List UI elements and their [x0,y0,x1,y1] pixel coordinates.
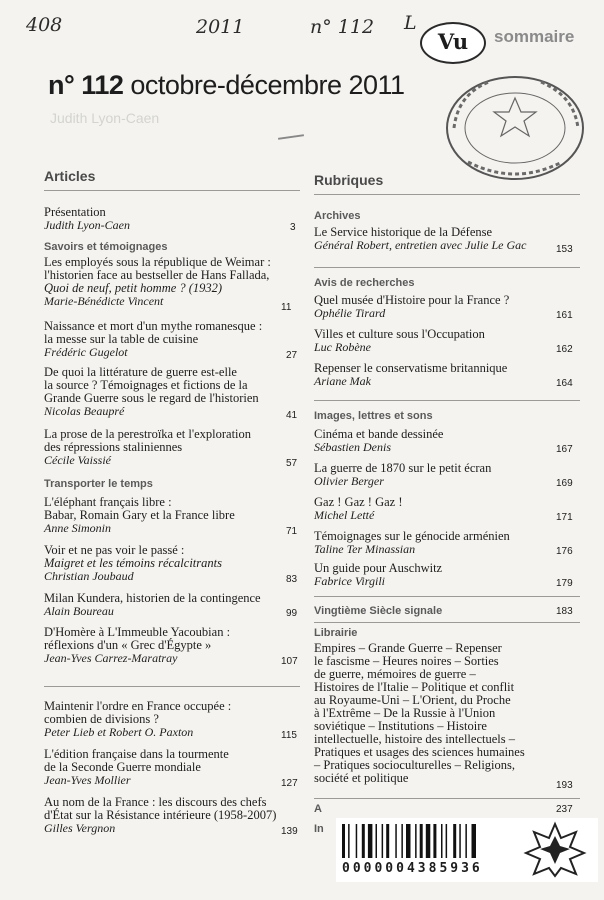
page-number: 171 [556,512,573,523]
barcode-bar [368,824,373,858]
divider [44,190,300,191]
barcode-number: 0000004385936 [342,861,483,876]
entry-title: Grande Guerre sous le regard de l'historien [44,391,259,405]
barcode-bar [362,824,365,858]
page-number: 162 [556,344,573,355]
librairie-line: intellectuelle, histoire des intellectuels – [314,732,515,746]
entry-title: De quoi la littérature de guerre est-elle [44,365,237,379]
handwritten-note-year: 2011 [196,16,245,38]
page-number: 176 [556,546,573,557]
divider [314,798,580,799]
toc-entry [44,366,292,418]
entry-author: Frédéric Gugelot [44,345,128,359]
entry-title: Voir et ne pas voir le passé : [44,543,185,557]
barcode-bar [420,824,423,858]
section-heading: Transporter le temps [44,478,153,490]
toc-entry [44,544,292,583]
entry-author: Jean-Yves Mollier [44,773,131,787]
section-heading: In [314,823,324,835]
librairie-line: Pratiques et usages des sciences humaines [314,745,525,759]
divider [314,267,580,268]
toc-entry [314,462,550,488]
toc-entry [44,700,292,739]
pencil-mark [278,134,304,140]
entry-title: Babar, Romain Gary et la France libre [44,508,235,522]
entry-author: Taline Ter Minassian [314,542,416,556]
divider [314,596,580,597]
entry-author: Christian Joubaud [44,569,134,583]
barcode-bar [465,824,467,858]
entry-author: Nicolas Beaupré [44,404,125,418]
page-number: 3 [290,222,296,233]
barcode-bar [441,824,443,858]
divider [314,194,580,195]
entry-title: Cinéma et bande dessinée [314,427,444,441]
articles-heading: Articles [44,168,96,184]
page-number: 237 [556,804,573,815]
toc-entry [314,496,550,522]
entry-title: Villes et culture sous l'Occupation [314,327,485,341]
entry-author: Michel Letté [314,508,375,522]
entry-author: Peter Lieb et Robert O. Paxton [44,725,194,739]
barcode-bar [376,824,378,858]
barcode-bar [426,824,431,858]
barcode-bar [433,824,436,858]
entry-title: Naissance et mort d'un mythe romanesque : [44,319,263,333]
page-number: 127 [281,778,298,789]
entry-author: Alain Boureau [44,604,114,618]
section-heading: Savoirs et témoignages [44,241,168,253]
entry-author: Gilles Vergnon [44,821,116,835]
entry-title: L'éléphant français libre : [44,495,172,509]
page-number: 11 [281,302,292,313]
page-number: 153 [556,244,573,255]
barcode-bar [446,824,448,858]
section-heading: Librairie [314,627,358,639]
library-stamp-icon [444,74,586,182]
entry-title: L'édition française dans la tourmente [44,747,229,761]
entry-author: Jean-Yves Carrez-Maratray [44,651,178,665]
toc-entry [44,320,292,359]
page-number: 179 [556,578,573,589]
entry-title: Un guide pour Auschwitz [314,561,443,575]
handwritten-note-number: 408 [26,14,63,36]
entry-title: réflexions d'un « Grec d'Égypte » [44,638,212,652]
entry-author: Marie-Bénédicte Vincent [44,294,164,308]
entry-author: Sébastien Denis [314,440,391,454]
entry-author: Anne Simonin [44,521,111,535]
entry-title: Maigret et les témoins récalcitrants [44,556,222,570]
toc-entry [314,226,550,252]
toc-entry [44,496,292,535]
toc-entry [44,206,292,232]
entry-title: La prose de la perestroïka et l'exploration [44,427,252,441]
librairie-line: soviétique – Institutions – Histoire [314,719,487,733]
barcode-bar [415,824,417,858]
section-heading: Images, lettres et sons [314,410,433,422]
entry-title: Milan Kundera, historien de la contingence [44,591,261,605]
entry-title: Quoi de neuf, petit homme ? (1932) [44,281,223,295]
entry-title: des répressions staliniennes [44,440,183,454]
entry-author: Ariane Mak [314,374,371,388]
emblem-icon [520,820,590,878]
librairie-line: Empires – Grande Guerre – Repenser [314,641,502,655]
barcode-bar [472,824,477,858]
section-heading: A [314,803,322,815]
page-number: 167 [556,444,573,455]
page-number: 161 [556,310,573,321]
librairie-line: au Royaume-Uni – L'Orient, du Proche [314,693,511,707]
librairie-line: à l'Extrême – De la Russie à l'Union [314,706,496,720]
sommaire-label: sommaire [494,27,575,46]
page-number: 193 [556,780,573,791]
entry-title: combien de divisions ? [44,712,159,726]
section-heading: Avis de recherches [314,277,415,289]
entry-author: Cécile Vaissié [44,453,111,467]
issue-title [48,70,405,101]
barcode-bar [382,824,384,858]
handwritten-note-issue: n° 112 [310,16,375,38]
page-number: 107 [281,656,298,667]
entry-title: Au nom de la France : les discours des chefs [44,795,267,809]
barcode-bar [356,824,358,858]
bleed-through-text: Judith Lyon-Caen [50,110,160,126]
toc-entry [314,530,550,556]
entry-title: La guerre de 1870 sur le petit écran [314,461,492,475]
entry-author: Général Robert, entretien avec Julie Le Gac [314,238,527,252]
entry-title: l'historien face au bestseller de Hans Fallada, [44,268,270,282]
entry-title: D'Homère à L'Immeuble Yacoubian : [44,625,231,639]
page-number: 41 [286,410,298,421]
page-number: 71 [286,526,298,537]
barcode-bar [453,824,456,858]
handwritten-note-letter: L [404,12,417,34]
page-number: 169 [556,478,573,489]
entry-title: Présentation [44,205,106,219]
toc-entry [44,796,292,835]
barcode-bar [459,824,461,858]
entry-author: Judith Lyon-Caen [44,218,130,232]
entry-title: la source ? Témoignages et fictions de la [44,378,248,392]
toc-entry [314,362,550,388]
entry-author: Luc Robène [314,340,371,354]
vu-logo: Vu [420,22,486,64]
entry-author: Olivier Berger [314,474,384,488]
page-number: 164 [556,378,573,389]
librairie-line: société et politique [314,771,409,785]
page-number: 115 [281,730,297,741]
toc-entry [314,294,550,320]
barcode-bar [395,824,397,858]
divider [314,400,580,401]
toc-entry [44,428,292,467]
page-number: 57 [286,458,298,469]
barcode-bars-icon [342,824,512,858]
issue-number: n° 112 [48,70,124,100]
entry-title: Le Service historique de la Défense [314,225,493,239]
toc-entry [314,428,550,454]
barcode-bar [401,824,403,858]
librairie-line: le fascisme – Heures noires – Sorties [314,654,499,668]
toc-entry [44,626,292,665]
toc-entry [314,328,550,354]
toc-entry [314,562,550,588]
entry-title: d'État sur la Résistance intérieure (1958-2007) [44,808,277,822]
page-number: 83 [286,574,298,585]
librairie-line: Histoires de l'Italie – Politique et conflit [314,680,515,694]
rubriques-heading: Rubriques [314,172,384,188]
toc-entry [44,748,292,787]
divider [44,686,300,687]
page-number: 99 [286,608,298,619]
barcode-bar [348,824,350,858]
barcode-bar [342,824,345,858]
entry-author: Ophélie Tirard [314,306,386,320]
section-heading: Vingtième Siècle signale [314,605,443,617]
section-heading: Archives [314,210,361,222]
toc-entry [44,592,292,618]
toc-entry [44,256,292,308]
page-number: 139 [281,826,298,837]
divider [314,622,580,623]
entry-title: la messe sur la table de cuisine [44,332,199,346]
issue-dates: octobre-décembre 2011 [123,70,405,100]
librairie-line: – Pratiques socioculturelles – Religions, [314,758,516,772]
entry-title: Les employés sous la république de Weimar : [44,255,271,269]
page-number: 27 [286,350,298,361]
librairie-line: de guerre, mémoires de guerre – [314,667,476,681]
page-number: 183 [556,606,573,617]
librairie-list [314,642,554,785]
entry-title: Maintenir l'ordre en France occupée : [44,699,232,713]
barcode-bar [386,824,389,858]
entry-title: Repenser le conservatisme britannique [314,361,508,375]
entry-title: Témoignages sur le génocide arménien [314,529,510,543]
entry-title: Quel musée d'Histoire pour la France ? [314,293,510,307]
entry-title: Gaz ! Gaz ! Gaz ! [314,495,403,509]
entry-author: Fabrice Virgili [314,574,385,588]
barcode-bar [406,824,411,858]
entry-title: de la Seconde Guerre mondiale [44,760,201,774]
